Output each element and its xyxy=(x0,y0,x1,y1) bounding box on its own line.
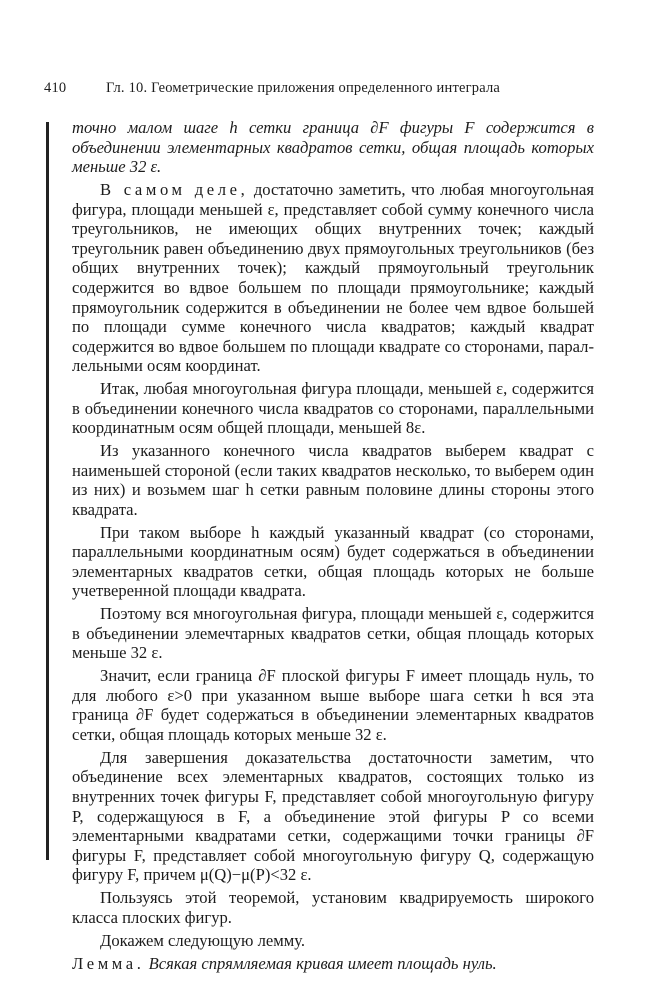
running-header xyxy=(44,80,584,97)
paragraph xyxy=(72,379,594,438)
margin-marker-line xyxy=(46,122,49,860)
paragraph xyxy=(72,931,594,951)
paragraph xyxy=(72,888,594,927)
paragraph-text: При таком выборе h каждый указанный квадрат (со сторонами, параллельными координатным осям) будет содержаться в объединении элементарных квадратов сетки, общая площадь которых не больше учетверенной площади квадрата. xyxy=(72,522,594,601)
paragraph-text: Докажем следующую лемму. xyxy=(100,930,306,950)
paragraph-lead: В самом деле, xyxy=(100,179,249,199)
paragraph xyxy=(72,604,594,663)
running-title: Гл. 10. Геометрические приложения определенного интеграла xyxy=(106,80,501,96)
paragraph-text: Для завершения доказательства достаточности заметим, что объединение всех элементарных квадратов, состоящих только из внутренних точек фигуры F, представляет собой многоугольную фигуру P, содержащуюся в F, а объединение этой фигуры P со всеми элементарными квадратами сетки, содержащими точки границы ∂F фигуры F, представляет собой многоугольную фигуру Q, содержащую фигуру F, причем μ(Q)−μ(P)<32 ε. xyxy=(72,747,594,885)
body-text xyxy=(72,118,594,977)
lemma-label: Лемма. xyxy=(72,954,145,974)
page-number: 410 xyxy=(44,80,67,96)
paragraph-text: Значит, если граница ∂F плоской фигуры F имеет площадь нуль, то для любого ε>0 при указанном выше выборе шага сетки h вся эта граница ∂F будет содержаться в объединении элементарных квадратов сетки, общая площадь которых меньше 32 ε. xyxy=(72,666,594,744)
paragraph xyxy=(72,441,594,519)
paragraph-lemma xyxy=(72,954,594,974)
paragraph-text: Поэтому вся многоугольная фигура, площади меньшей ε, содержится в объединении элемечтарных квадратов сетки, общая площадь которых меньше 32 ε. xyxy=(72,604,594,663)
paragraph xyxy=(72,523,594,601)
lemma-statement: Всякая спрямляемая кривая имеет площадь нуль. xyxy=(148,954,497,974)
paragraph xyxy=(72,748,594,885)
paragraph xyxy=(72,666,594,744)
paragraph-text: точно малом шаге h сетки граница ∂F фигуры F содержится в объединении элементарных квадратов сетки, общая площадь которых меньше 32 ε. xyxy=(72,118,594,177)
paragraph-text: Пользуясь этой теоремой, установим квадрируемость широкого класса плоских фигур. xyxy=(72,888,594,927)
paragraph-text: Итак, любая многоугольная фигура площади, меньшей ε, содержится в объединении конечного числа квадратов со сторонами, параллельными координатным осям общей площади, меньшей 8ε. xyxy=(72,379,594,438)
paragraph-text: достаточно заметить, что любая многоугольная фигура, площади меньшей ε, представляет собой сумму конечного числа треугольников, не имеющих общих внутренних точек; каждый треугольник равен объединению двух прямоугольных треугольников (без общих внутренних точек); каждый прямоугольный треугольник содержится во вдвое большем по площади прямоугольнике; каждый прямоугольник содержится в объединении не более чем вдвое большей по площади сумме конечного числа квадратов; каждый квадрат содержится во вдвое большем по площади квадрате со сторонами, параллельными осям координат. xyxy=(72,179,594,376)
paragraph-theorem-tail xyxy=(72,118,594,177)
paragraph-proof-start xyxy=(72,180,594,376)
paragraph-text: Из указанного конечного числа квадратов выберем квадрат с наименьшей стороной (если таких квадратов несколько, то выберем один из них) и возьмем шаг h сетки равным половине длины стороны этого квадрата. xyxy=(72,441,594,519)
